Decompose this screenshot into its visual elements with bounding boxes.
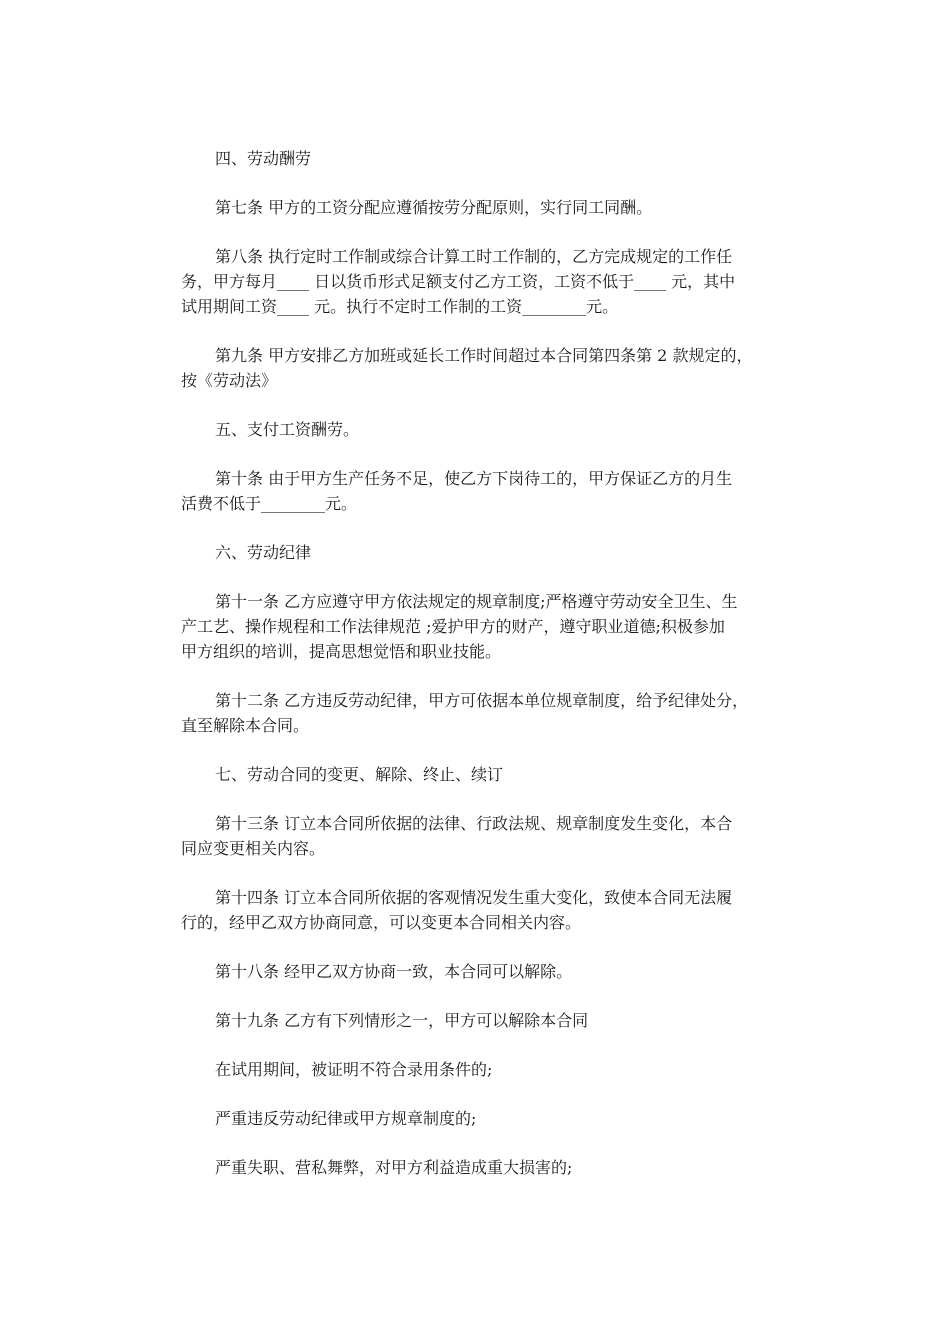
section-heading-contract-changes bbox=[181, 762, 781, 787]
text-line: 试用期间工资____ 元。执行不定时工作制的工资________元。 bbox=[181, 297, 619, 316]
text-line: 直至解除本合同。 bbox=[181, 716, 310, 735]
article-11 bbox=[181, 589, 781, 664]
section-heading-labor-pay bbox=[181, 146, 781, 171]
section-heading-labor-discipline bbox=[181, 540, 781, 565]
text-line: 第十条 由于甲方生产任务不足，使乙方下岗待工的，甲方保证乙方的月生 bbox=[215, 469, 733, 488]
text-line: 按《劳动法》 bbox=[181, 371, 278, 390]
text-line: 第十一条 乙方应遵守甲方依法规定的规章制度;严格遵守劳动安全卫生、生 bbox=[215, 592, 738, 611]
article-19 bbox=[181, 1008, 781, 1033]
text-line: 第十四条 订立本合同所依据的客观情况发生重大变化，致使本合同无法履 bbox=[215, 888, 733, 907]
text-line: 四、劳动酬劳 bbox=[215, 149, 312, 168]
section-heading-wage-payment bbox=[181, 417, 781, 442]
article-12 bbox=[181, 688, 781, 738]
document-body bbox=[181, 146, 781, 1204]
text-line: 第八条 执行定时工作制或综合计算工时工作制的，乙方完成规定的工作任 bbox=[215, 247, 733, 266]
text-line: 第十三条 订立本合同所依据的法律、行政法规、规章制度发生变化，本合 bbox=[215, 814, 733, 833]
text-line: 第十二条 乙方违反劳动纪律，甲方可依据本单位规章制度，给予纪律处分， bbox=[215, 691, 749, 710]
text-line: 活费不低于________元。 bbox=[181, 494, 358, 513]
list-item-probation bbox=[181, 1057, 781, 1082]
article-14 bbox=[181, 885, 781, 935]
article-13 bbox=[181, 811, 781, 861]
text-line: 第十九条 乙方有下列情形之一，甲方可以解除本合同 bbox=[215, 1011, 589, 1030]
text-line: 产工艺、操作规程和工作法律规范 ;爱护甲方的财产，遵守职业道德;积极参加 bbox=[181, 617, 725, 636]
text-line: 第七条 甲方的工资分配应遵循按劳分配原则，实行同工同酬。 bbox=[215, 198, 653, 217]
article-10 bbox=[181, 466, 781, 516]
text-line: 五、支付工资酬劳。 bbox=[215, 420, 360, 439]
article-8 bbox=[181, 244, 781, 319]
text-line: 严重失职、营私舞弊，对甲方利益造成重大损害的; bbox=[215, 1158, 573, 1177]
text-line: 七、劳动合同的变更、解除、终止、续订 bbox=[215, 765, 504, 784]
article-18 bbox=[181, 959, 781, 984]
list-item-misconduct bbox=[181, 1155, 781, 1180]
article-9 bbox=[181, 343, 781, 393]
text-line: 第十八条 经甲乙双方协商一致，本合同可以解除。 bbox=[215, 962, 573, 981]
text-line: 六、劳动纪律 bbox=[215, 543, 312, 562]
text-line: 甲方组织的培训，提高思想觉悟和职业技能。 bbox=[181, 642, 502, 661]
text-line: 行的，经甲乙双方协商同意，可以变更本合同相关内容。 bbox=[181, 913, 582, 932]
list-item-discipline-violation bbox=[181, 1106, 781, 1131]
text-line: 务，甲方每月____ 日以货币形式足额支付乙方工资，工资不低于____ 元，其中 bbox=[181, 272, 736, 291]
text-line: 严重违反劳动纪律或甲方规章制度的; bbox=[215, 1109, 477, 1128]
text-line: 在试用期间，被证明不符合录用条件的; bbox=[215, 1060, 493, 1079]
text-line: 同应变更相关内容。 bbox=[181, 839, 326, 858]
article-7 bbox=[181, 195, 781, 220]
text-line: 第九条 甲方安排乙方加班或延长工作时间超过本合同第四条第 2 款规定的， bbox=[215, 346, 753, 365]
